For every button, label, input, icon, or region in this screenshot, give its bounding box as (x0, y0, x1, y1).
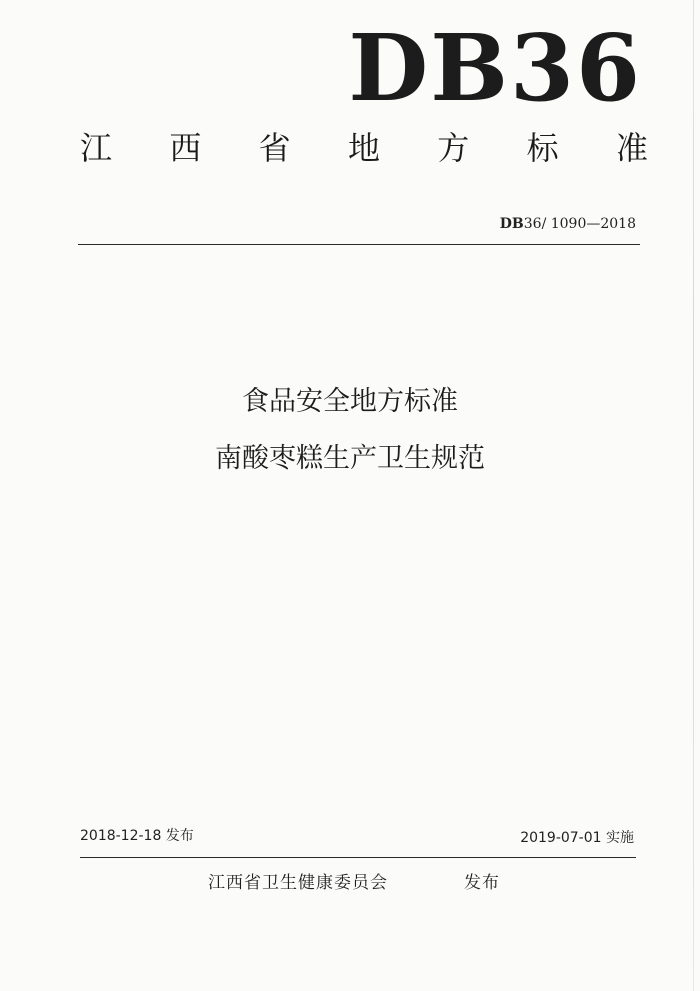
category-char: 省 (258, 129, 291, 167)
document-title (0, 384, 700, 477)
standard-number-prefix: DB (499, 216, 524, 232)
category-char: 方 (437, 129, 470, 167)
header-divider (78, 244, 640, 245)
standard-number (500, 214, 636, 234)
standard-number-value: 36/ 1090—2018 (523, 216, 636, 232)
publisher-name: 江西省卫生健康委员会 (208, 873, 388, 893)
category-char: 标 (526, 129, 559, 167)
standard-category-title (74, 122, 654, 174)
title-line-1: 食品安全地方标准 (242, 386, 458, 417)
category-char: 江 (79, 129, 112, 167)
category-char: 地 (347, 129, 380, 167)
category-char: 西 (169, 129, 202, 167)
issue-date: 2018-12-18 发布 (80, 828, 194, 844)
footer-divider (80, 857, 636, 858)
scan-edge (693, 0, 694, 991)
standard-code-heading: DB36 (348, 14, 642, 122)
publish-label: 发布 (464, 873, 500, 893)
title-line-2: 南酸枣糕生产卫生规范 (215, 443, 485, 474)
implementation-date: 2019-07-01 实施 (520, 830, 634, 846)
category-char: 准 (615, 129, 648, 167)
